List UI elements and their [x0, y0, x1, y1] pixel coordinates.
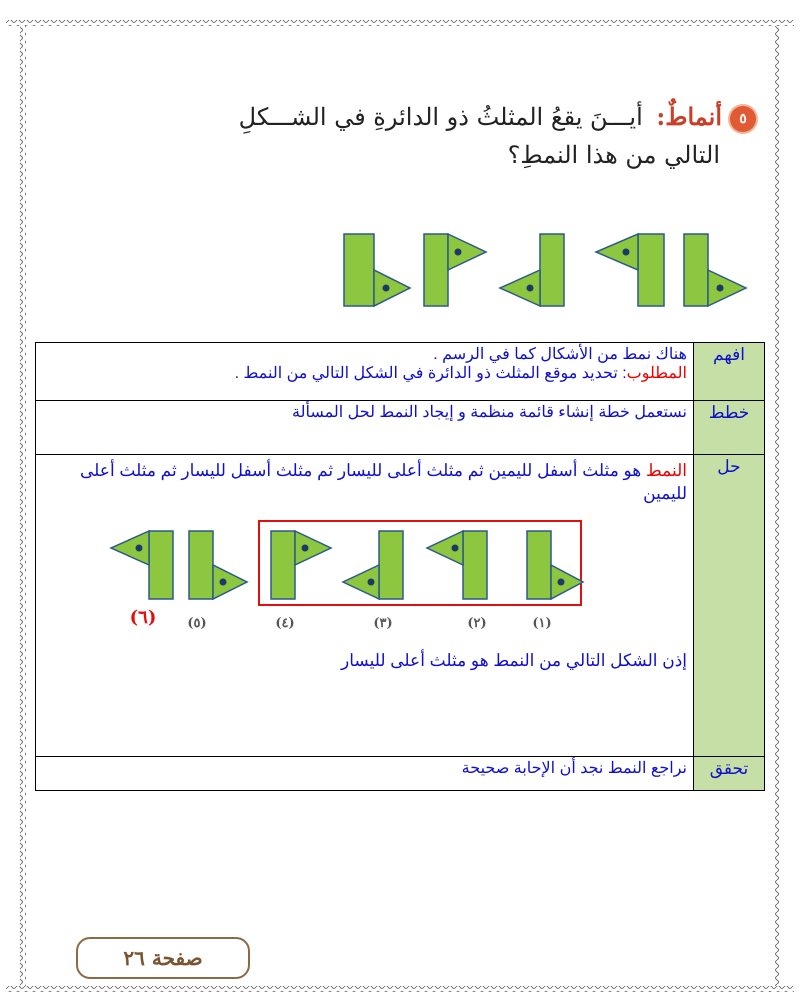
- pattern-label: النمط: [646, 461, 687, 480]
- step-label-check: تحقق: [694, 757, 765, 791]
- understand-content: [36, 343, 694, 401]
- solution-table: [35, 342, 765, 791]
- pattern-figure: [332, 232, 762, 308]
- figure-label-5: (٥): [187, 616, 207, 631]
- understand-line-2: [42, 364, 687, 383]
- solve-conclusion: إذن الشكل التالي من النمط هو مثلث أعلى لليسار: [341, 651, 687, 670]
- pattern-shape-1: [684, 234, 746, 306]
- question-block: [116, 98, 756, 174]
- check-content: [36, 757, 694, 791]
- solve-shape-4: [271, 531, 331, 599]
- required-text: : تحديد موقع المثلث ذو الدائرة في الشكل التالي من النمط .: [234, 365, 627, 382]
- question-line-2: التالي من هذا النمطِ؟: [507, 141, 720, 169]
- row-understand: [36, 343, 765, 401]
- solve-text: [42, 459, 687, 505]
- pattern-shape-5: [344, 234, 410, 306]
- page-number: صفحة ٢٦: [76, 937, 250, 979]
- step-label-plan: خطط: [694, 401, 765, 455]
- solve-shape-6: [111, 531, 173, 599]
- pattern-shape-2: [596, 234, 664, 306]
- row-plan: [36, 401, 765, 455]
- figure-label-1: (١): [532, 616, 552, 631]
- figure-label-3: (٣): [373, 616, 393, 631]
- question-text-1: أيـــنَ يقعُ المثلثُ ذو الدائرةِ في الشـــكلِ: [238, 103, 643, 131]
- pattern-description: هو مثلث أسفل لليمين ثم مثلث أعلى لليسار ثم مثلث أسفل لليسار ثم مثلث أعلى لليمين: [80, 461, 687, 503]
- plan-content: [36, 401, 694, 455]
- step-label-understand: افهم: [694, 343, 765, 401]
- check-text: نراجع النمط نجد أن الإحابة صحيحة: [461, 760, 687, 777]
- solve-shape-3: [343, 531, 403, 599]
- row-solve: [36, 455, 765, 757]
- figure-label-6: (٦): [129, 607, 157, 628]
- step-label-solve: حل: [694, 455, 765, 757]
- plan-text: نستعمل خطة إنشاء قائمة منظمة و إيجاد النمط لحل المسألة: [292, 404, 687, 421]
- pattern-shape-3: [500, 234, 564, 306]
- required-label: المطلوب: [626, 365, 687, 382]
- figure-label-2: (٢): [467, 616, 487, 631]
- pattern-shape-4: [424, 234, 486, 306]
- solve-shape-5: [189, 531, 247, 599]
- figure-label-4: (٤): [275, 616, 295, 631]
- solution-figure: [87, 519, 687, 649]
- solve-shape-1: [527, 531, 583, 599]
- question-label: أنماطٌ:: [656, 102, 722, 131]
- solve-content: [36, 455, 694, 757]
- row-check: [36, 757, 765, 791]
- solve-shape-2: [427, 531, 487, 599]
- question-number-badge: ٥: [730, 106, 756, 132]
- question-line-1: [116, 98, 756, 136]
- understand-line-1: هناك نمط من الأشكال كما في الرسم .: [433, 346, 687, 363]
